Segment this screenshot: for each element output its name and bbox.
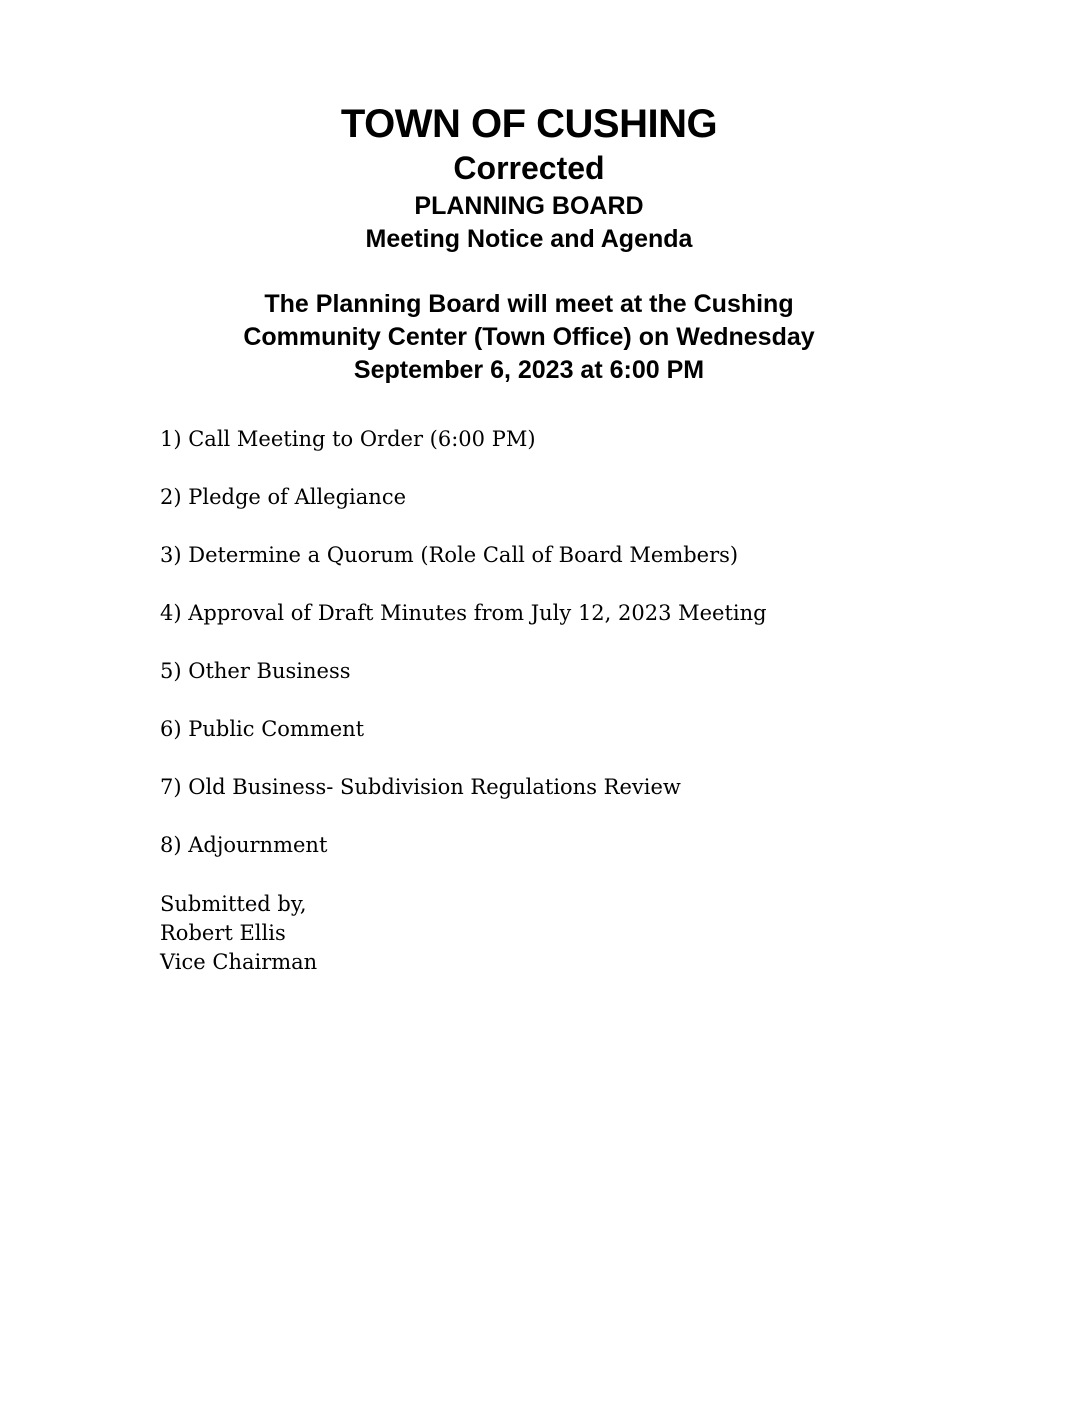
submitted-by-label: Submitted by, xyxy=(160,892,307,916)
agenda-item: 2) Pledge of Allegiance xyxy=(160,485,407,509)
corrected-label: Corrected xyxy=(453,150,605,186)
agenda-item: 1) Call Meeting to Order (6:00 PM) xyxy=(160,427,536,451)
board-name: PLANNING BOARD xyxy=(414,192,644,220)
agenda-item: 8) Adjournment xyxy=(160,833,328,857)
announcement-line: The Planning Board will meet at the Cushing xyxy=(264,290,794,318)
submitter-name: Robert Ellis xyxy=(160,921,286,945)
submitter-role: Vice Chairman xyxy=(160,950,318,974)
agenda-item: 3) Determine a Quorum (Role Call of Board Members) xyxy=(160,543,739,567)
agenda-item: 5) Other Business xyxy=(160,659,351,683)
document-title: TOWN OF CUSHING xyxy=(340,102,718,146)
agenda-list xyxy=(160,424,767,888)
signature-block xyxy=(160,890,317,977)
announcement-line: September 6, 2023 at 6:00 PM xyxy=(353,356,705,384)
agenda-item: 7) Old Business- Subdivision Regulations Review xyxy=(160,775,681,799)
agenda-item: 6) Public Comment xyxy=(160,717,365,741)
agenda-item: 4) Approval of Draft Minutes from July 12, 2023 Meeting xyxy=(160,601,767,625)
notice-heading: Meeting Notice and Agenda xyxy=(365,225,693,253)
meeting-announcement xyxy=(0,288,1058,387)
announcement-line: Community Center (Town Office) on Wednesday xyxy=(243,323,815,351)
